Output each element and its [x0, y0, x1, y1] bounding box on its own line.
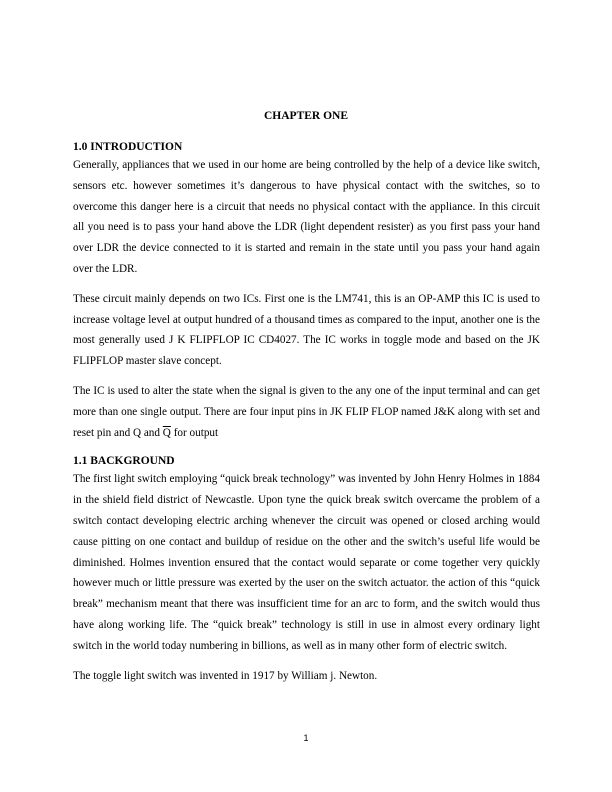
background-paragraph-2: The toggle light switch was invented in 1917 by William j. Newton. — [73, 669, 378, 682]
intro-paragraph-2: These circuit mainly depends on two ICs. First one is the LM741, this is an OP-AMP this IC is used to increase voltage level at output hundred of a thousand times as compared to the input, another one is the most generally used J K FLIPFLOP IC CD4027. The IC works in toggle mode and based on the JK FLIPFLOP master slave concept. — [73, 292, 540, 368]
intro-paragraph-3 — [73, 381, 540, 443]
intro-paragraph-1: Generally, appliances that we used in our home are being controlled by the help of a device like switch, sensors etc. however sometimes it’s dangerous to have physical contact with the switches, so to overcome this danger here is a circuit that needs no physical contact with the appliance. In this circuit all you need is to pass your hand above the LDR (light dependent resister) as you first pass your hand over LDR the device connected to it is started and remain in the state until you pass your hand again over the LDR. — [73, 159, 540, 275]
section-heading-background: 1.1 BACKGROUND — [73, 455, 175, 468]
intro-paragraph-3-text: The IC is used to alter the state when the signal is given to the any one of the input terminal and can get more than one single output. There are four input pins in JK FLIP FLOP named J&K along with set and reset pin and Q and — [73, 384, 540, 439]
intro-paragraph-3-suffix: for output — [170, 426, 219, 439]
chapter-title: CHAPTER ONE — [263, 110, 349, 122]
q-bar-symbol: $\overline{Q}$ — [162, 426, 171, 439]
document-body — [73, 139, 540, 686]
section-background — [73, 453, 540, 686]
background-paragraph-1: The first light switch employing “quick break technology” was invented by John Henry Holmes in 1884 in the shield field district of Newcastle. Upon tyne the quick break switch overcame the problem of a switch contact developing electric arching whenever the circuit was opened or closed arching would cause pitting on one contact and buildup of residue on the other and the switch’s useful life would be diminished. Holmes invention ensured that the contact would separate or come together very quickly however much or little pressure was exerted by the user on the switch actuator. the action of this “quick break” mechanism meant that there was insufficient time for an arc to form, and the switch would thus have along working life. The “quick break” technology is still in use in almost every ordinary light switch in the world today numbering in billions, as well as in many other form of electric switch. — [73, 473, 540, 652]
page-number: 1 — [303, 733, 309, 743]
section-introduction — [73, 139, 540, 443]
section-heading-introduction: 1.0 INTRODUCTION — [73, 141, 183, 153]
